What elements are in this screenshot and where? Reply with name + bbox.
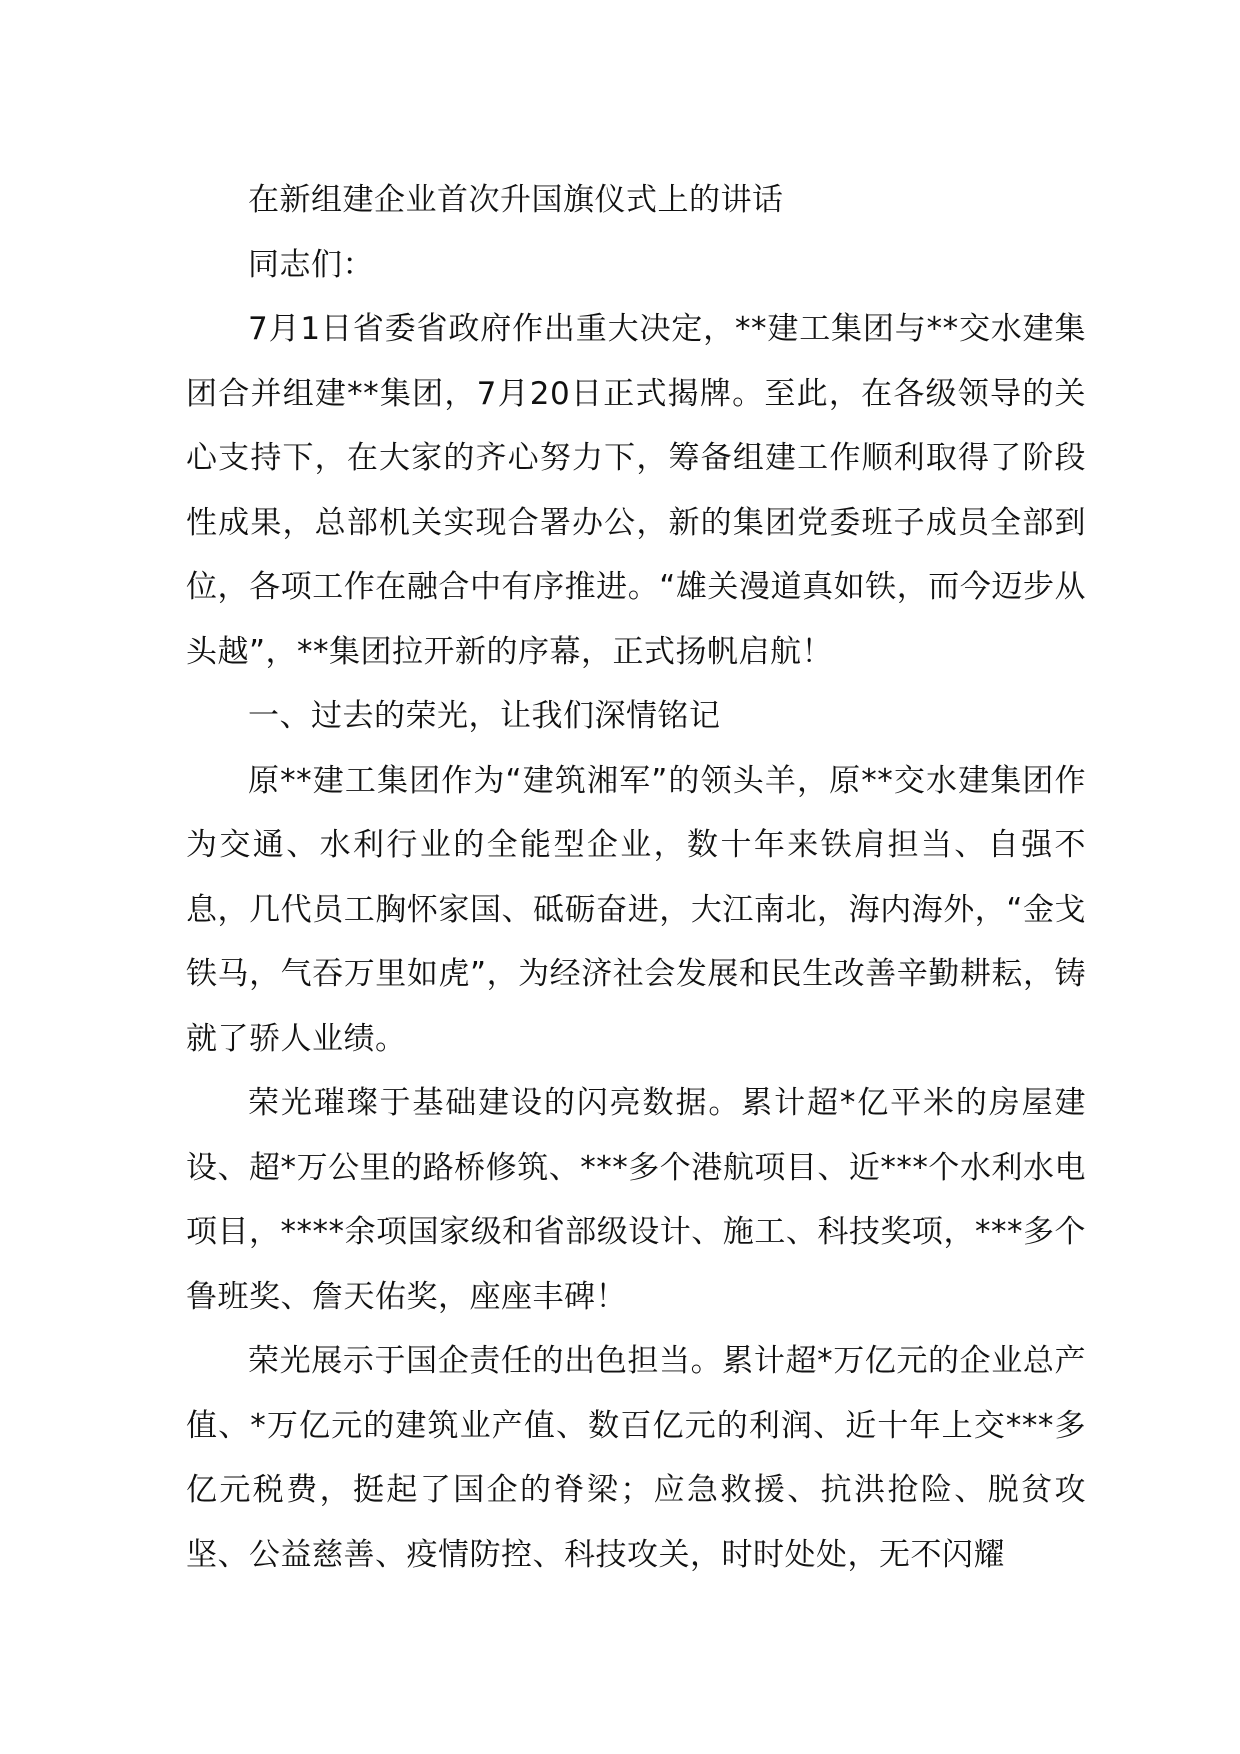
- paragraph-soe-responsibility: 荣光展示于国企责任的出色担当。累计超*万亿元的企业总产值、*万亿元的建筑业产值、数百亿元的利润、近十年上交***多亿元税费，挺起了国企的脊梁；应急救援、抗洪抢险、脱贫攻坚、公益慈善、疫情防控、科技攻关，时时处处，无不闪耀: [186, 1343, 1086, 1573]
- document-title: 在新组建企业首次升国旗仪式上的讲话: [248, 182, 784, 218]
- paragraph-construction-data: 荣光璀璨于基础建设的闪亮数据。累计超*亿平米的房屋建设、超*万公里的路桥修筑、***多个港航项目、近***个水利水电项目，****余项国家级和省部级设计、施工、科技奖项，***多个鲁班奖、詹天佑奖，座座丰碑！: [186, 1085, 1086, 1315]
- section-heading-1: 一、过去的荣光，让我们深情铭记: [248, 698, 721, 734]
- document-body: [186, 168, 1086, 1587]
- paragraph-history: 原**建工集团作为“建筑湘军”的领头羊，原**交水建集团作为交通、水利行业的全能型企业，数十年来铁肩担当、自强不息，几代员工胸怀家国、砥砺奋进，大江南北，海内海外，“金戈铁马，气吞万里如虎”，为经济社会发展和民生改善辛勤耕耘，铸就了骄人业绩。: [186, 762, 1086, 1057]
- salutation: 同志们：: [248, 246, 374, 283]
- paragraph-opening: 7月1日省委省政府作出重大决定，**建工集团与**交水建集团合并组建**集团，7月20日正式揭牌。至此，在各级领导的关心支持下，在大家的齐心努力下，筹备组建工作顺利取得了阶段性成果，总部机关实现合署办公，新的集团党委班子成员全部到位，各项工作在融合中有序推进。“雄关漫道真如铁，而今迈步从头越”，**集团拉开新的序幕，正式扬帆启航！: [186, 311, 1086, 670]
